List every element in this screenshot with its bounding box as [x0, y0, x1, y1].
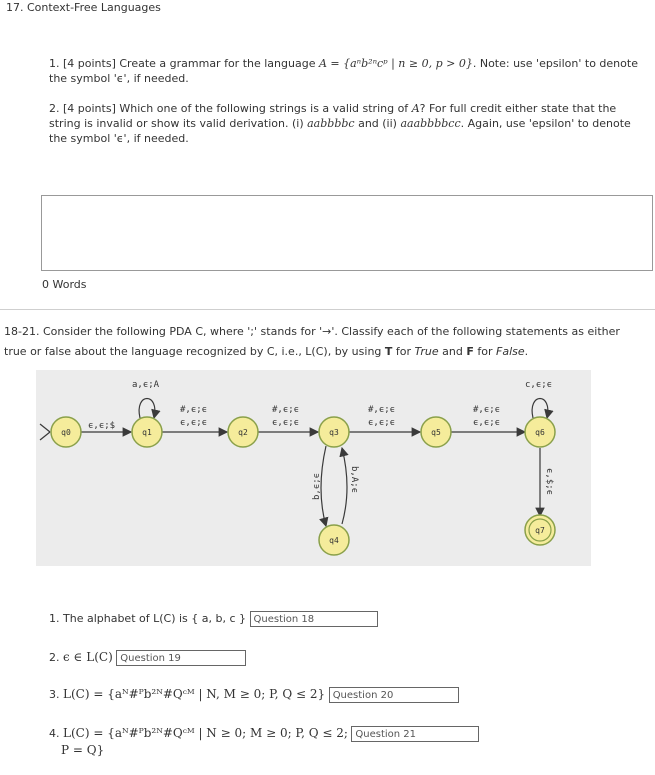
question-19-input[interactable]: Question 19: [116, 650, 246, 666]
statement-1: [49, 611, 378, 627]
state-label-q6: q6: [535, 428, 545, 437]
statement-math-cont: P = Q}: [61, 743, 105, 757]
state-label-q7: q7: [535, 526, 545, 535]
label-q4-q3: b,A;ϵ: [349, 466, 359, 494]
state-label-q1: q1: [142, 428, 152, 437]
loop-q6: [532, 399, 548, 419]
label-q1-q2-a: #,ϵ;ϵ: [180, 405, 208, 415]
start-arrow: [40, 424, 50, 432]
string-i: aabbbbc: [307, 117, 355, 130]
statement-number: 1.: [49, 612, 60, 625]
intro-text: and: [438, 345, 467, 358]
statement-number: 4.: [49, 727, 60, 740]
string-ii: aaabbbbcc: [400, 117, 461, 130]
true-letter: T: [384, 345, 393, 358]
state-label-q0: q0: [61, 428, 71, 437]
item-text: and (ii): [354, 117, 401, 130]
label-q3-q4: b,ϵ;ϵ: [312, 472, 322, 500]
statement-number: 3.: [49, 688, 60, 701]
false-letter: F: [466, 345, 474, 358]
word-count: 0 Words: [42, 278, 87, 291]
item-number: 2.: [49, 102, 60, 115]
statement-text: The alphabet of L(C) is { a, b, c }: [63, 612, 247, 625]
language-definition: A = {aⁿb²ⁿcᵖ | n ≥ 0, p > 0}: [318, 57, 473, 70]
state-label-q5: q5: [431, 428, 441, 437]
pda-diagram: [36, 370, 591, 566]
item-text: . Note: use 'epsilon' to denote the symbol 'ϵ', if needed.: [49, 57, 638, 85]
label-q5-q6-a: #,ϵ;ϵ: [473, 405, 501, 415]
divider: [0, 309, 655, 310]
item-text: [4 points] Which one of the following strings is a valid string of: [63, 102, 412, 115]
label-q5-q6-b: ϵ,ϵ;ϵ: [473, 418, 501, 428]
item-number: 1.: [49, 57, 60, 70]
state-label-q3: q3: [329, 428, 339, 437]
statement-math: ϵ ∈ L(C): [63, 650, 113, 664]
edge-q4-q3: [342, 448, 347, 524]
question-17-title: 17. Context-Free Languages: [6, 1, 161, 14]
statement-number: 2.: [49, 651, 60, 664]
state-label-q2: q2: [238, 428, 248, 437]
item-text: . Again, use 'epsilon' to denote the symbol 'ϵ', if needed.: [49, 117, 631, 145]
label-q3-q5-b: ϵ,ϵ;ϵ: [368, 418, 396, 428]
intro-text: 18-21. Consider the following PDA C, where ';' stands for '→'. Classify each of the following statements as either true or false about the language recognized by C, i.e., L(C), by using: [4, 325, 620, 358]
intro-text: for: [473, 345, 497, 358]
item-text: ? For full credit either state that the string is invalid or show its valid derivation. (i): [49, 102, 617, 130]
label-q1-q2-b: ϵ,ϵ;ϵ: [180, 418, 208, 428]
label-q6-loop: c,ϵ;ϵ: [525, 380, 553, 390]
intro-text: for: [392, 345, 415, 358]
statement-math: L(C) = {aᴺ#ᴾb²ᴺ#Qᶜᴹ | N, M ≥ 0; P, Q ≤ 2}: [63, 687, 326, 701]
label-q2-q3-b: ϵ,ϵ;ϵ: [272, 418, 300, 428]
label-q1-loop: a,ϵ;A: [132, 380, 160, 390]
true-word: True: [414, 345, 439, 358]
label-q3-q5-a: #,ϵ;ϵ: [368, 405, 396, 415]
language-symbol: A: [411, 102, 420, 115]
intro-text: .: [524, 345, 529, 358]
q17-item-2: [49, 101, 649, 146]
start-arrow: [40, 432, 50, 440]
statement-3: [49, 686, 459, 703]
item-text: [4 points] Create a grammar for the language: [63, 57, 319, 70]
label-q6-q7: ϵ,$;ϵ: [544, 468, 554, 496]
q17-answer-textarea[interactable]: [41, 195, 653, 271]
question-21-input[interactable]: Question 21: [351, 726, 479, 742]
statement-4: [49, 725, 479, 758]
statement-2: [49, 649, 246, 666]
pda-svg: [36, 370, 591, 566]
question-20-input[interactable]: Question 20: [329, 687, 459, 703]
loop-q1: [139, 399, 155, 419]
label-q0-q1: ϵ,ϵ;$: [88, 421, 116, 431]
state-label-q4: q4: [329, 536, 339, 545]
statement-math: L(C) = {aᴺ#ᴾb²ᴺ#Qᶜᴹ | N ≥ 0; M ≥ 0; P, Q ≤ 2;: [63, 726, 348, 740]
question-18-input[interactable]: Question 18: [250, 611, 378, 627]
q18-intro: [4, 322, 644, 362]
label-q2-q3-a: #,ϵ;ϵ: [272, 405, 300, 415]
q17-item-1: [49, 56, 649, 86]
false-word: False: [496, 345, 525, 358]
